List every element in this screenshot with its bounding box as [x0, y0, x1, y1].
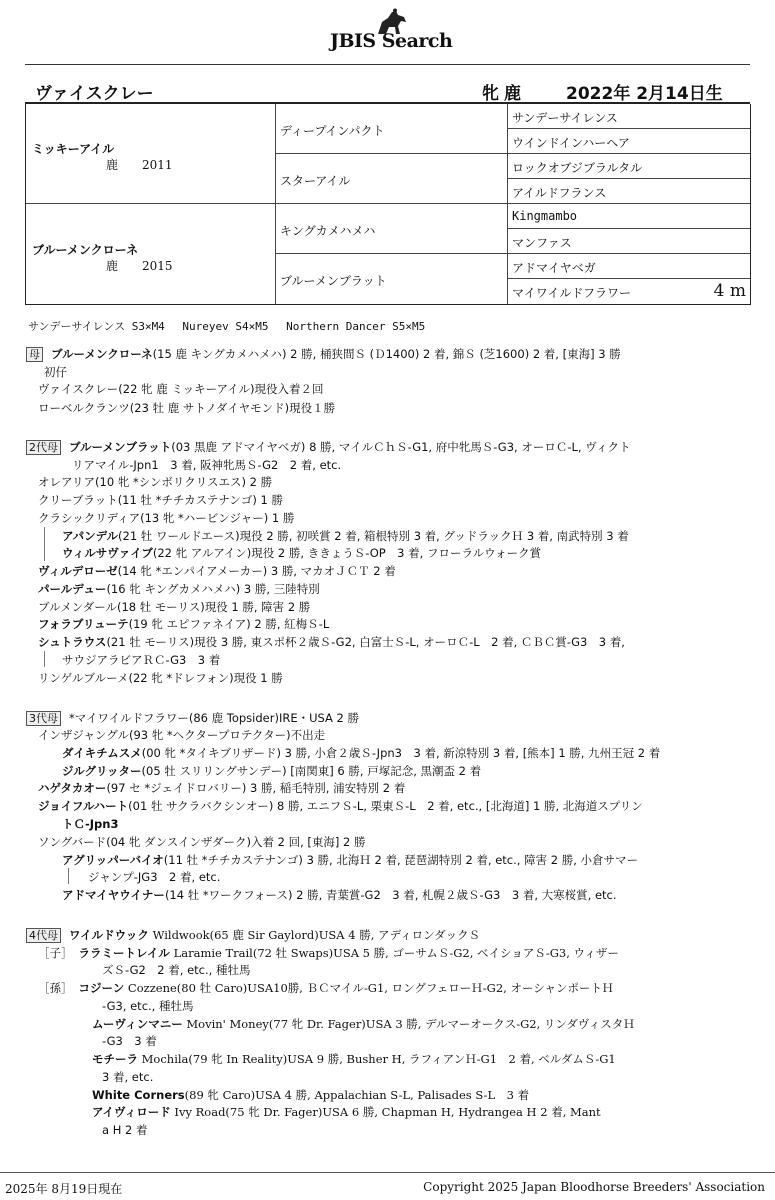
gen3-section-line: ジョイフルハート(01 牡 サクラバクシンオー) 8 勝, エニフＳ-L, 栗東Ｓ-L 2 着, etc., [北海道] 1 勝, 北海道スプリン: [38, 799, 643, 813]
horse-link[interactable]: ムーヴィンマニー: [92, 1017, 183, 1031]
pedigree-gen3-name: ロックオブジブラルタル: [512, 161, 643, 175]
birth-date: 2022年 2月14日生: [566, 84, 723, 104]
tree-connector: [68, 868, 69, 884]
pedigree-gen3-cell: [508, 279, 750, 304]
header-divider: [25, 64, 750, 65]
pedigree-gen3-cell: [508, 154, 750, 179]
horse-link[interactable]: ワイルドウック: [69, 928, 149, 942]
gen4-section-line: 4代母 ワイルドウック Wildwook(65 鹿 Sir Gaylord)USA 4 勝, アディロンダックＳ: [26, 927, 480, 943]
dam-section-line: 初仔: [44, 365, 67, 379]
gen2-section-line: フォラブリューテ(19 牝 エピファネイア) 2 勝, 紅梅Ｓ-L: [38, 617, 330, 631]
gen3-section-line: ジャンプ-JG3 2 着, etc.: [88, 870, 221, 884]
tree-connector: [44, 527, 45, 561]
pedigree-gen3-name: サンデーサイレンス: [512, 111, 618, 125]
gen4-section-line: モチーラ Mochila(79 牝 In Reality)USA 9 勝, Busher H, ラフィアンＨ-G1 2 着, ベルダムＳ-G1: [92, 1052, 616, 1066]
section-tag: 3代母: [26, 711, 61, 726]
pedigree-gen3-name: Kingmambo: [512, 209, 578, 223]
gen4-section-line: ムーヴィンマニー Movin' Money(77 牝 Dr. Fager)USA 3 勝, デルマーオークス-G2, リンダヴィスタＨ: [92, 1017, 635, 1031]
section-tag: 4代母: [26, 928, 61, 943]
gen2-section-line: クリーブラット(11 牡 *チチカステナンゴ) 1 勝: [38, 493, 283, 507]
horse-link[interactable]: ヴィルデローゼ: [38, 564, 118, 578]
copyright: Copyright 2025 Japan Bloodhorse Breeders' Association: [423, 1180, 765, 1194]
gen3-section-line: ハゲタカオー(97 セ *ジェイドロバリー) 3 勝, 稲毛特別, 浦安特別 2 着: [38, 781, 406, 795]
gen2-section-line: ヴィルデローゼ(14 牝 *エンパイアメーカー) 3 勝, マカオＪＣＴ 2 着: [38, 564, 396, 578]
pedigree-gen2-name: スターアイル: [280, 174, 351, 188]
family-number: 4 m: [713, 281, 746, 301]
pedigree-gen3-cell: [508, 229, 750, 254]
gen3-section-line: ジルグリッター(05 牡 スリリングサンデー) [南関東] 6 勝, 戸塚記念, 黒潮盃 2 着: [62, 764, 482, 778]
gen2-section-line: リンゲルブルーメ(22 牝 *ドレフォン)現役 1 勝: [38, 671, 283, 685]
horse-link[interactable]: モチーラ: [92, 1052, 138, 1066]
horse-link[interactable]: フォラブリューテ: [38, 617, 129, 631]
pedigree-gen3-name: マンファス: [512, 236, 572, 250]
gen2-section-line: サウジアラビアＲＣ-G3 3 着: [62, 653, 221, 667]
gen3-section-line: 3代母 *マイワイルドフラワー(86 鹿 Topsider)IRE・USA 2 勝: [26, 710, 359, 726]
logo-text: JBIS Search: [330, 30, 453, 52]
gen2-section-line: パールデュー(16 牝 キングカメハメハ) 3 勝, 三陸特別: [38, 582, 320, 596]
pedigree-gen3-cell: [508, 179, 750, 204]
horse-link[interactable]: コジーン: [78, 981, 125, 995]
tree-connector: [44, 651, 45, 667]
sire-name: ミッキーアイル: [32, 142, 115, 156]
gen2-section-line: リアマイル-Jpn1 3 着, 阪神牝馬Ｓ-G2 2 着, etc.: [72, 458, 342, 472]
horse-link[interactable]: ジルグリッター: [62, 764, 142, 778]
dam-section-line: ヴァイスクレー(22 牝 鹿 ミッキーアイル)現役入着２回: [38, 382, 324, 396]
gen4-section-line: -G3 3 着: [102, 1034, 157, 1048]
section-tag: 2代母: [26, 440, 61, 455]
gen3-section-line: アドマイヤウイナー(14 牡 *ワークフォース) 2 勝, 青葉賞-G2 3 着, 札幌２歳Ｓ-G3 3 着, 大寒桜賞, etc.: [62, 888, 617, 902]
gen4-section-line: アイヴィロード Ivy Road(75 牝 Dr. Fager)USA 6 勝, Chapman H, Hydrangea H 2 着, Mant: [92, 1105, 601, 1119]
gen3-section-line: インザジャングル(93 牝 *ヘクタープロテクター)不出走: [38, 728, 326, 742]
pedigree-gen3-name: アドマイヤベガ: [512, 261, 596, 275]
horse-link[interactable]: アドマイヤウイナー: [62, 888, 165, 902]
horse-link[interactable]: アパンデル: [62, 529, 119, 543]
pedigree-gen3-name: アイルドフランス: [512, 186, 607, 200]
pedigree-gen2-cell: [276, 154, 508, 204]
horse-name: ヴァイスクレー: [35, 84, 154, 104]
horse-link[interactable]: アグリッパーバイオ: [62, 853, 164, 867]
horse-link[interactable]: ジョイフルハート: [38, 799, 129, 813]
gen3-section-line: ソングバード(04 牝 ダンスインザダーク)入着 2 回, [東海] 2 勝: [38, 835, 366, 849]
gen4-section-line: ［孫］ コジーン Cozzene(80 牡 Caro)USA10勝, ＢＣマイル-G1, ロングフェローＨ-G2, オーシャンポートＨ: [38, 981, 614, 995]
gen4-section-line: a H 2 着: [102, 1123, 148, 1137]
horse-link[interactable]: ハゲタカオー: [38, 781, 107, 795]
gen4-section-line: ［子］ ララミートレイル Laramie Trail(72 牡 Swaps)USA 5 勝, ゴーサムＳ-G2, ベイショアＳ-G3, ウィザー: [38, 946, 619, 960]
gen3-section-line: アグリッパーバイオ(11 牡 *チチカステナンゴ) 3 勝, 北海Ｈ 2 着, 琵琶湖特別 2 着, etc., 障害 2 勝, 小倉サマー: [62, 853, 639, 867]
pedigree-gen3-name: ウインドインハーヘア: [512, 136, 630, 150]
pedigree-sire-cell: [26, 104, 276, 204]
gen3-section-line: トＣ-Jpn3: [62, 817, 119, 831]
pedigree-gen3-name: マイワイルドフラワー: [512, 286, 632, 300]
gen2-section-line: クラシックリディア(13 牝 *ハービンジャー) 1 勝: [38, 511, 295, 525]
horse-link[interactable]: ブルーメンクローネ: [51, 347, 153, 361]
gen2-section-line: ウィルサヴァイブ(22 牝 アルアイン)現役 2 勝, ききょうＳ-OP 3 着, フローラルウォーク賞: [62, 546, 542, 560]
pedigree-dam-cell: [26, 204, 276, 304]
horse-link[interactable]: ダイキチムスメ: [62, 746, 142, 760]
pedigree-gen2-name: ブルーメンブラット: [280, 274, 387, 288]
pedigree-gen3-cell: [508, 254, 750, 279]
inbreeding-summary: サンデーサイレンス S3×M4 Nureyev S4×M5 Northern Dancer S5×M5: [28, 320, 426, 333]
gen2-section-line: 2代母 ブルーメンブラット(03 黒鹿 アドマイヤベガ) 8 勝, マイルＣｈＳ-G1, 府中牝馬Ｓ-G3, オーロＣ-L, ヴィクト: [26, 439, 631, 455]
pedigree-gen3-cell: [508, 104, 750, 129]
horse-link[interactable]: パールデュー: [38, 582, 107, 596]
dam-name: ブルーメンクローネ: [32, 243, 139, 257]
relation-label: ［孫］: [38, 981, 73, 995]
horse-link[interactable]: White Corners: [92, 1088, 185, 1102]
pedigree-gen3-cell: [508, 204, 750, 229]
gen4-section-line: 3 着, etc.: [102, 1070, 154, 1084]
horse-link[interactable]: シュトラウス: [38, 635, 107, 649]
section-tag: 母: [26, 347, 43, 362]
pedigree-gen2-name: ディープインパクト: [280, 124, 385, 138]
pedigree-gen2-cell: [276, 104, 508, 154]
footer-divider: [0, 1172, 775, 1173]
relation-label: ［子］: [38, 946, 73, 960]
gen2-section-line: ブルメンダール(18 牡 モーリス)現役 1 勝, 障害 2 勝: [38, 600, 311, 614]
gen4-section-line: -G3, etc., 種牡馬: [102, 999, 194, 1013]
pedigree-gen2-name: キングカメハメハ: [280, 224, 376, 238]
gen3-section-line: ダイキチムスメ(00 牝 *タイキブリザード) 3 勝, 小倉２歳Ｓ-Jpn3 3 着, 新涼特別 3 着, [熊本] 1 勝, 九州王冠 2 着: [62, 746, 661, 760]
pedigree-gen2-cell: [276, 254, 508, 304]
gen4-section-line: ズＳ-G2 2 着, etc., 種牡馬: [102, 963, 251, 977]
sire-info: 鹿 2011: [106, 158, 173, 172]
jbis-logo[interactable]: [330, 8, 460, 54]
as-of-date: 2025年 8月19日現在: [5, 1182, 123, 1196]
gen2-section-line: アパンデル(21 牡 ワールドエース)現役 2 勝, 初咲賞 2 着, 箱根特別 3 着, グッドラックＨ 3 着, 南武特別 3 着: [62, 529, 629, 543]
dam-info: 鹿 2015: [106, 259, 173, 273]
gen2-section-line: オレアリア(10 牝 *シンボリクリスエス) 2 勝: [38, 475, 273, 489]
gen2-section-line: シュトラウス(21 牡 モーリス)現役 3 勝, 東スポ杯２歳Ｓ-G2, 白富士Ｓ-L, オーロＣ-L 2 着, ＣＢＣ賞-G3 3 着,: [38, 635, 625, 649]
dam-section-line: ローベルクランツ(23 牡 鹿 サトノダイヤモンド)現役１勝: [38, 401, 336, 415]
pedigree-gen3-cell: [508, 129, 750, 154]
horse-link[interactable]: ララミートレイル: [78, 946, 170, 960]
gen4-section-line: White Corners(89 牝 Caro)USA 4 勝, Appalachian S-L, Palisades S-L 3 着: [92, 1088, 530, 1102]
pedigree-table: [25, 104, 751, 305]
pedigree-gen2-cell: [276, 204, 508, 254]
horse-link[interactable]: アイヴィロード: [92, 1105, 171, 1119]
horse-link[interactable]: ウィルサヴァイブ: [62, 546, 153, 560]
sex-color: 牝鹿: [482, 84, 526, 104]
dam-section-line: 母 ブルーメンクローネ(15 鹿 キングカメハメハ) 2 勝, 桶狭間Ｓ (Ｄ1400) 2 着, 錦Ｓ (芝1600) 2 着, [東海] 3 勝: [26, 346, 621, 362]
horse-link[interactable]: ブルーメンブラット: [69, 440, 172, 454]
